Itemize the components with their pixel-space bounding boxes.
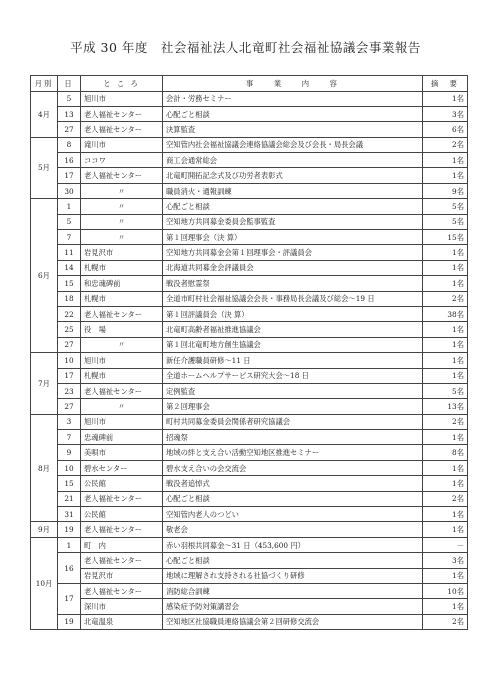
day-cell: 18 [58, 291, 81, 306]
summary-cell: 2名 [423, 414, 468, 429]
header-day: 日 [58, 76, 81, 92]
content-cell: 空知地方共同募金委員会監事監査 [163, 214, 423, 229]
table-row [31, 414, 468, 429]
summary-cell: 1名 [423, 430, 468, 445]
header-month: 月別 [31, 76, 58, 92]
day-cell: 22 [58, 306, 81, 321]
table-row [31, 137, 468, 152]
table-row [31, 460, 468, 475]
day-cell: 16 [58, 153, 81, 168]
table-row [31, 507, 468, 522]
where-cell: 旭川市 [81, 91, 163, 106]
content-cell: 北海道共同募金会評議員会 [163, 260, 423, 275]
table-row [31, 199, 468, 214]
header-content: 事 業 内 容 [163, 76, 423, 92]
table-row [31, 322, 468, 337]
summary-cell: 3名 [423, 106, 468, 121]
content-cell: 空知地区社協職員連絡協議会第２回研修交流会 [163, 614, 423, 629]
where-cell: 〃 [81, 214, 163, 229]
table-row [31, 553, 468, 568]
day-cell: 17 [58, 368, 81, 383]
day-cell: 1 [58, 199, 81, 214]
where-cell: 札幌市 [81, 291, 163, 306]
content-cell: 戦没者慰霊祭 [163, 276, 423, 291]
summary-cell: 2名 [423, 491, 468, 506]
day-cell: 8 [58, 137, 81, 152]
month-cell: 7月 [31, 353, 58, 415]
day-cell: 23 [58, 383, 81, 398]
summary-cell: 38名 [423, 306, 468, 321]
where-cell: 〃 [81, 399, 163, 414]
where-cell: 公民館 [81, 507, 163, 522]
month-cell: 5月 [31, 137, 58, 199]
summary-cell: 1名 [423, 260, 468, 275]
where-cell: 旭川市 [81, 353, 163, 368]
table-row [31, 91, 468, 106]
summary-cell: 1名 [423, 476, 468, 491]
summary-cell: 1名 [423, 337, 468, 352]
summary-cell: 1名 [423, 168, 468, 183]
month-cell: 6月 [31, 199, 58, 353]
content-cell: 第１回評議員会（決 算） [163, 306, 423, 321]
table-row [31, 183, 468, 198]
content-cell: 敬老会 [163, 522, 423, 537]
day-cell: 19 [58, 522, 81, 537]
summary-cell: 2名 [423, 614, 468, 629]
table-row [31, 306, 468, 321]
where-cell: 老人福祉センター [81, 553, 163, 568]
table-body [31, 91, 468, 630]
content-cell: 消防総合訓練 [163, 584, 423, 599]
summary-cell: 3名 [423, 553, 468, 568]
table-row [31, 230, 468, 245]
header-summary: 摘 要 [423, 76, 468, 92]
header-where: と こ ろ [81, 76, 163, 92]
day-cell: 19 [58, 614, 81, 629]
where-cell: 老人福祉センター [81, 168, 163, 183]
month-cell: 4月 [31, 91, 58, 137]
summary-cell: 15名 [423, 230, 468, 245]
table-header-row [31, 76, 468, 92]
day-cell: 16 [58, 553, 81, 584]
day-cell: 17 [58, 584, 81, 615]
summary-cell: 2名 [423, 291, 468, 306]
day-cell: 3 [58, 414, 81, 429]
day-cell: 7 [58, 430, 81, 445]
summary-cell: 13名 [423, 399, 468, 414]
summary-cell: － [423, 537, 468, 552]
summary-cell: 10名 [423, 584, 468, 599]
content-cell: 地域の絆と支え合い活動空知地区推進セミナー [163, 445, 423, 460]
content-cell: 定例監査 [163, 383, 423, 398]
where-cell: 旭川市 [81, 414, 163, 429]
day-cell: 10 [58, 460, 81, 475]
where-cell: 老人福祉センター [81, 522, 163, 537]
summary-cell: 1名 [423, 368, 468, 383]
content-cell: 商工会通常総会 [163, 153, 423, 168]
content-cell: 全道ホームヘルプサービス研究大会～18 日 [163, 368, 423, 383]
where-cell: 岩見沢市 [81, 568, 163, 583]
where-cell: 老人福祉センター [81, 122, 163, 137]
day-cell: 9 [58, 445, 81, 460]
day-cell: 30 [58, 183, 81, 198]
content-cell: 赤い羽根共同募金～31 日（453,600 円） [163, 537, 423, 552]
where-cell: 札幌市 [81, 368, 163, 383]
content-cell: 碧水支え合いの会交流会 [163, 460, 423, 475]
content-cell: 町村共同募金委員会関係者研究協議会 [163, 414, 423, 429]
day-cell: 1 [58, 537, 81, 552]
day-cell: 27 [58, 122, 81, 137]
where-cell: 役 場 [81, 322, 163, 337]
summary-cell: 1名 [423, 322, 468, 337]
where-cell: 和忠魂碑前 [81, 276, 163, 291]
content-cell: 決算監査 [163, 122, 423, 137]
day-cell: 17 [58, 168, 81, 183]
content-cell: 心配ごと相談 [163, 199, 423, 214]
table-row [31, 214, 468, 229]
table-row [31, 276, 468, 291]
content-cell: 空知地方共同募金会第１回理事会・評議員会 [163, 245, 423, 260]
where-cell: ココワ [81, 153, 163, 168]
day-cell: 27 [58, 399, 81, 414]
day-cell: 5 [58, 214, 81, 229]
table-row [31, 430, 468, 445]
summary-cell: 1名 [423, 91, 468, 106]
day-cell: 21 [58, 491, 81, 506]
day-cell: 27 [58, 337, 81, 352]
content-cell: 空知管内社会福祉協議会連絡協議会総会及び会長・局長会議 [163, 137, 423, 152]
where-cell: 〃 [81, 230, 163, 245]
table-row [31, 153, 468, 168]
table-row [31, 353, 468, 368]
table-row [31, 337, 468, 352]
table-row [31, 599, 468, 614]
content-cell: 心配ごと相談 [163, 553, 423, 568]
where-cell: 公民館 [81, 476, 163, 491]
content-cell: 北竜町開拓記念式及び功労者表彰式 [163, 168, 423, 183]
summary-cell: 1名 [423, 568, 468, 583]
day-cell: 25 [58, 322, 81, 337]
where-cell: 美唄市 [81, 445, 163, 460]
content-cell: 戦没者追悼式 [163, 476, 423, 491]
content-cell: 全道市町村社会福祉協議会会長・事務局長会議及び総会～19 日 [163, 291, 423, 306]
report-table [30, 75, 468, 630]
summary-cell: 1名 [423, 153, 468, 168]
table-row [31, 106, 468, 121]
content-cell: 第１回理事会（決 算） [163, 230, 423, 245]
content-cell: 地域に理解され支持される社協づくり研修 [163, 568, 423, 583]
day-cell: 7 [58, 230, 81, 245]
summary-cell: 1名 [423, 507, 468, 522]
summary-cell: 5名 [423, 214, 468, 229]
where-cell: 北竜温泉 [81, 614, 163, 629]
summary-cell: 1名 [423, 276, 468, 291]
where-cell: 老人福祉センター [81, 383, 163, 398]
table-row [31, 383, 468, 398]
table-row [31, 368, 468, 383]
table-row [31, 522, 468, 537]
content-cell: 感染症予防対策講習会 [163, 599, 423, 614]
content-cell: 第１回北竜町地方創生協議会 [163, 337, 423, 352]
summary-cell: 2名 [423, 137, 468, 152]
page-title: 平成 30 年度 社会福祉法人北竜町社会福祉協議会事業報告 [70, 40, 421, 55]
month-cell: 10月 [31, 537, 58, 629]
table-row [31, 584, 468, 599]
where-cell: 町 内 [81, 537, 163, 552]
summary-cell: 1名 [423, 599, 468, 614]
month-cell: 8月 [31, 414, 58, 522]
day-cell: 13 [58, 106, 81, 121]
table-row [31, 291, 468, 306]
summary-cell: 9名 [423, 183, 468, 198]
content-cell: 新任介護職員研修～11 日 [163, 353, 423, 368]
content-cell: 心配ごと相談 [163, 491, 423, 506]
where-cell: 老人福祉センター [81, 491, 163, 506]
day-cell: 15 [58, 276, 81, 291]
content-cell: 心配ごと相談 [163, 106, 423, 121]
day-cell: 11 [58, 245, 81, 260]
where-cell: 〃 [81, 199, 163, 214]
content-cell: 職員消火・通報訓練 [163, 183, 423, 198]
summary-cell: 1名 [423, 353, 468, 368]
where-cell: 老人福祉センター [81, 584, 163, 599]
summary-cell: 5名 [423, 199, 468, 214]
where-cell: 〃 [81, 183, 163, 198]
day-cell: 15 [58, 476, 81, 491]
where-cell: 滝川市 [81, 137, 163, 152]
summary-cell: 5名 [423, 383, 468, 398]
table-row [31, 245, 468, 260]
summary-cell: 6名 [423, 122, 468, 137]
where-cell: 岩見沢市 [81, 245, 163, 260]
where-cell: 忠魂碑前 [81, 430, 163, 445]
table-row [31, 476, 468, 491]
summary-cell: 1名 [423, 245, 468, 260]
where-cell: 老人福祉センター [81, 306, 163, 321]
content-cell: 招魂祭 [163, 430, 423, 445]
where-cell: 碧水センター [81, 460, 163, 475]
where-cell: 札幌市 [81, 260, 163, 275]
table-row [31, 122, 468, 137]
day-cell: 5 [58, 91, 81, 106]
summary-cell: 1名 [423, 460, 468, 475]
table-row [31, 614, 468, 629]
day-cell: 10 [58, 353, 81, 368]
summary-cell: 8名 [423, 445, 468, 460]
table-row [31, 445, 468, 460]
table-row [31, 537, 468, 552]
day-cell: 31 [58, 507, 81, 522]
table-row [31, 491, 468, 506]
content-cell: 会計・労務セミナー [163, 91, 423, 106]
table-row [31, 399, 468, 414]
table-row [31, 260, 468, 275]
summary-cell: 1名 [423, 522, 468, 537]
content-cell: 空知管内老人のつどい [163, 507, 423, 522]
where-cell: 〃 [81, 337, 163, 352]
table-row [31, 168, 468, 183]
table-row [31, 568, 468, 583]
content-cell: 北竜町高齢者福祉推進協議会 [163, 322, 423, 337]
where-cell: 深川市 [81, 599, 163, 614]
content-cell: 第２回理事会 [163, 399, 423, 414]
month-cell: 9月 [31, 522, 58, 537]
where-cell: 老人福祉センター [81, 106, 163, 121]
day-cell: 14 [58, 260, 81, 275]
